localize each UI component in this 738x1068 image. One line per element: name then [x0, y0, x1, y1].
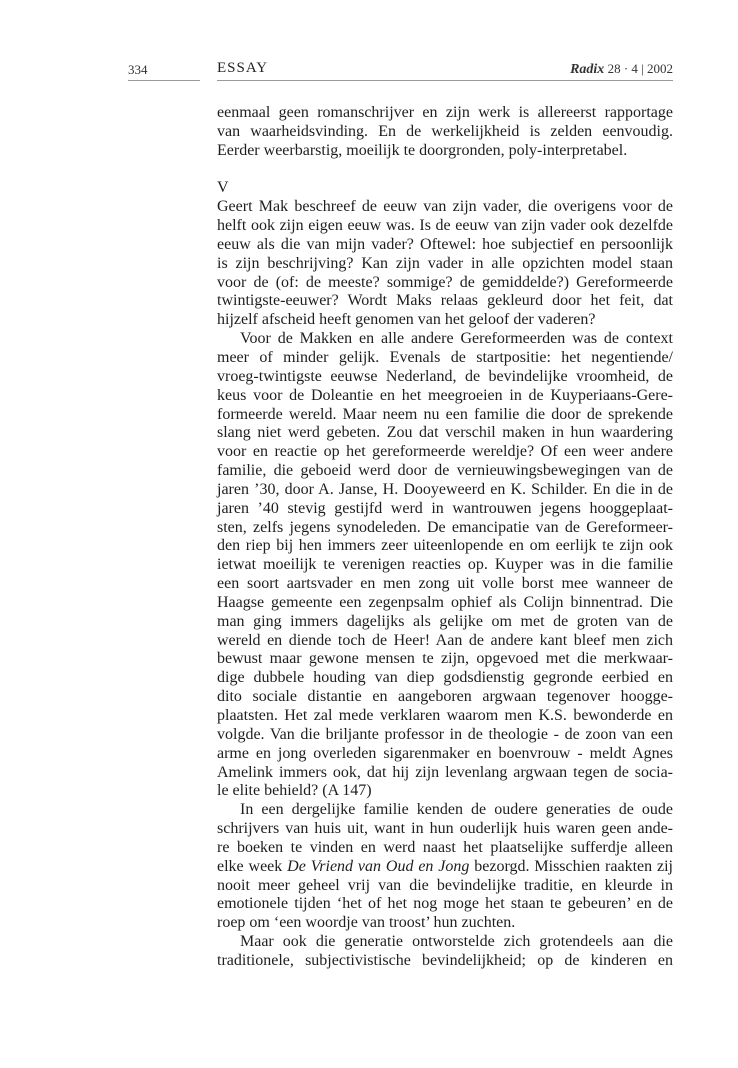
text-line: jaren ’40 stevig gestijfd werd in wantrouwen jegens hooggeplaat- [217, 499, 673, 517]
text-line: Maar ook die generatie ontworstelde zich grotendeels aan die [240, 933, 673, 951]
text-line: een soort aartsvader en men zong uit volle borst mee wanneer de [217, 575, 673, 593]
text-line: re boeken te vinden en werd naast het plaatselijke sufferdje alleen [217, 838, 673, 856]
text-line: le elite behield? (A 147) [217, 782, 372, 800]
text-line: sten, zelfs jegens synodeleden. De emancipatie van de Gereformeer- [217, 518, 673, 536]
header-rule-main [217, 80, 673, 81]
text-line: dige dubbele houding van diep godsdienstig gegronde eerbied en [217, 669, 673, 687]
text-segment: elke week [217, 857, 288, 875]
issue-number: 28 · 4 | 2002 [607, 61, 673, 76]
text-line: vroeg-twintigste eeuwse Nederland, de bevindelijke vroomheid, de [217, 367, 673, 385]
text-line: twintigste-eeuwer? Wordt Maks relaas gekleurd door het feit, dat [217, 292, 673, 310]
text-line: traditionele, subjectivistische bevindelijkheid; op de kinderen en [217, 951, 673, 969]
text-line: den riep bij hen immers zeer uiteenlopende en om eerlijk te zijn ook [217, 537, 673, 555]
text-line: dito sociale distantie en aangeboren argwaan tegenover hoogge- [217, 688, 673, 706]
text-line: ietwat moeilijk te verenigen reacties op. Kuyper was in die familie [217, 556, 673, 574]
text-line: nooit meer geheel vrij van die bevindelijke traditie, en kleurde in [217, 876, 673, 894]
text-line: emotionele tijden ‘het of het nog moge het staan te gebeuren’ en de [217, 895, 673, 913]
section-numeral: V [217, 179, 229, 197]
text-line: Voor de Makken en alle andere Gereformeerden was de context [240, 330, 673, 348]
section-title: ESSAY [217, 60, 269, 76]
text-line: schrijvers van huis uit, want in hun ouderlijk huis waren geen ande- [217, 820, 673, 838]
text-line: formeerde wereld. Maar neem nu een familie die door de sprekende [217, 405, 673, 423]
text-line: slang niet werd gebeten. Zou dat verschil maken in hun waardering [217, 424, 673, 442]
text-line: keus voor de Doleantie en het meegroeien in de Kuyperiaans-Gere- [217, 386, 673, 404]
text-line: In een dergelijke familie kenden de oudere generaties de oude [240, 801, 673, 819]
text-line: van waarheidsvinding. En de werkelijkheid is zelden eenvoudig. [217, 122, 673, 140]
text-line: roep om ‘een woordje van troost’ hun zuchten. [217, 914, 516, 932]
journal-name: Radix [570, 62, 605, 77]
text-line: is zijn beschrijving? Kan zijn vader in alle opzichten model staan [217, 254, 673, 272]
text-line: bewust maar gewone mensen te zijn, opgevoed met die merkwaar- [217, 650, 673, 668]
text-line: Amelink immers ook, dat hij zijn levenlang argwaan tegen de socia- [217, 763, 673, 781]
text-line: eenmaal geen romanschrijver en zijn werk is allereerst rapportage [217, 104, 673, 121]
text-line: meer of minder gelijk. Evenals de startpositie: het negentiende/ [217, 348, 673, 366]
text-line: voor en reactie op het gereformeerde wereldje? Of een weer andere [217, 443, 673, 461]
text-line: hijzelf afscheid heeft genomen van het geloof der vaderen? [217, 311, 596, 329]
article-body [217, 104, 673, 971]
text-line: man ging immers dagelijks als gelijke om met de groten van de [217, 612, 673, 630]
text-line: familie, die geboeid werd door de vernieuwingsbewegingen van de [217, 462, 673, 480]
text-line: arme en jong overleden sigarenmaker en boenvrouw - meldt Agnes [217, 744, 673, 762]
text-line: volgde. Van die briljante professor in de theologie - de zoon van een [217, 725, 673, 743]
spacer [217, 161, 673, 180]
text-line: helft ook zijn eigen eeuw was. Is de eeuw van zijn vader ook dezelfde [217, 217, 673, 235]
italic-title: De Vriend van Oud en Jong [287, 857, 470, 875]
text-line: plaatsten. Het zal mede verklaren waarom men K.S. bewonderde en [217, 707, 673, 724]
text-line: Eerder weerbarstig, moeilijk te doorgronden, poly-interpretabel. [217, 141, 628, 159]
text-line: wereld en diende toch de Heer! Aan de andere kant bleef men zich [217, 631, 673, 649]
text-line: Haagse gemeente een zegenpsalm ophief als Colijn binnentrad. Die [217, 593, 673, 611]
text-line [217, 858, 673, 877]
text-line: eeuw als die van mijn vader? Oftewel: hoe subjectief en persoonlijk [217, 235, 673, 253]
journal-issue [570, 61, 673, 78]
text-line: voor de (of: de meeste? sommige? de gemiddelde?) Gereformeerde [217, 273, 673, 291]
header-rule-left [128, 80, 200, 81]
page-number: 334 [128, 62, 148, 77]
text-segment: bezorgd. Misschien raakten zij [469, 857, 673, 875]
text-line: Geert Mak beschreef de eeuw van zijn vader, die overigens voor de [217, 198, 673, 216]
text-line: jaren ’30, door A. Janse, H. Dooyeweerd en K. Schilder. En die in de [217, 480, 673, 498]
